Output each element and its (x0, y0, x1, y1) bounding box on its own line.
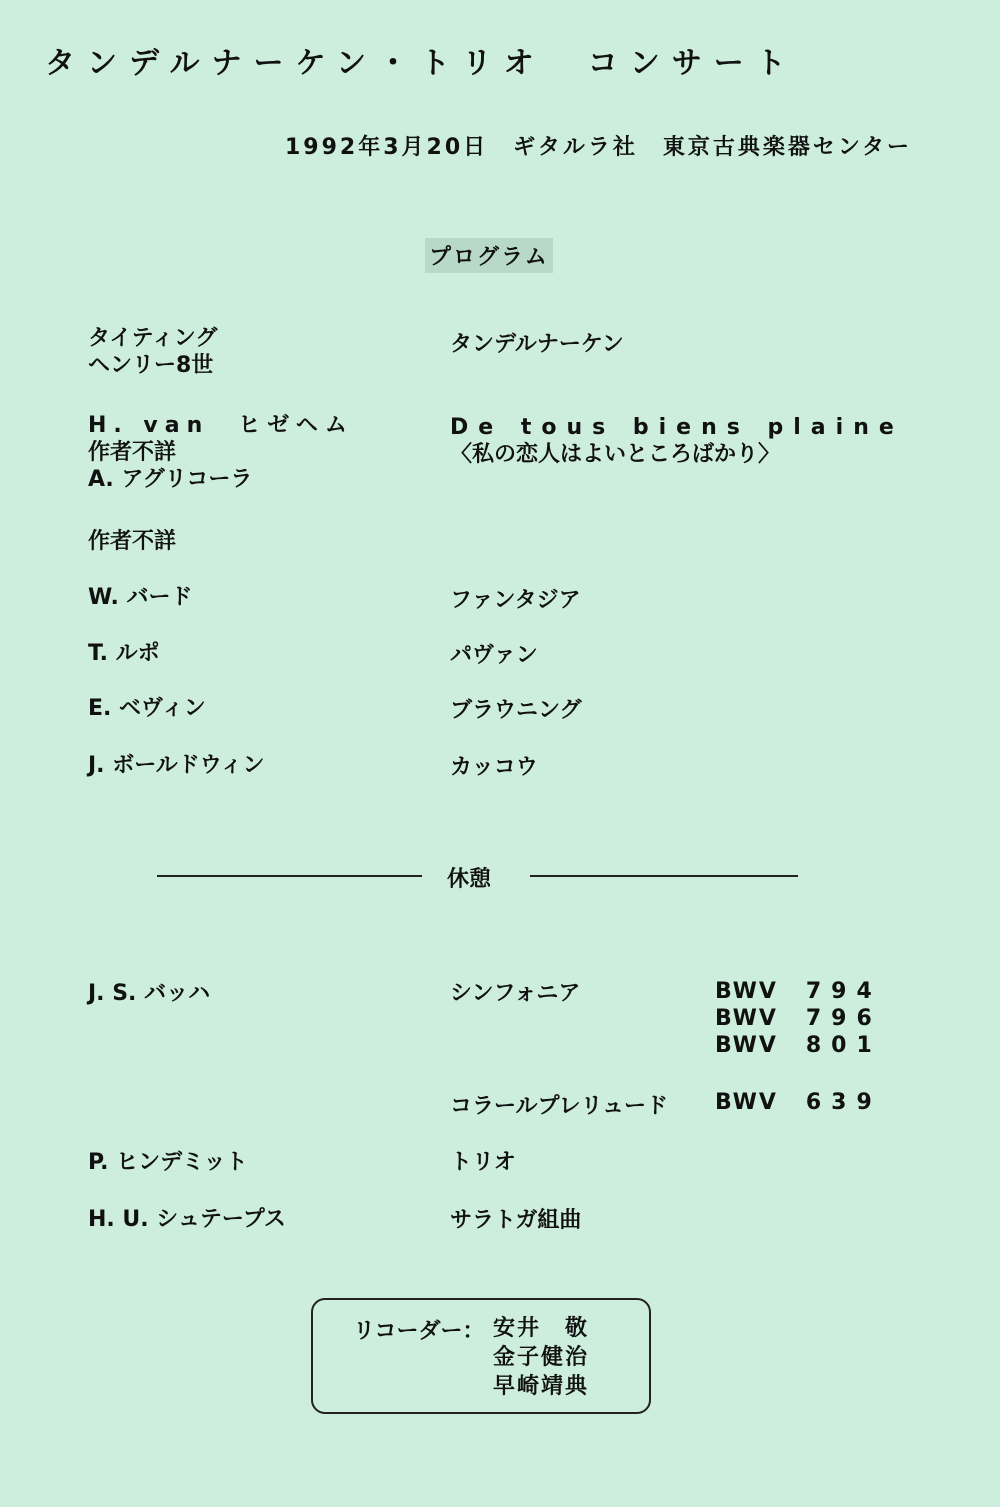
catalog-entry (715, 978, 882, 1005)
piece-subtitle: 〈私の恋人はよいところばかり〉 (450, 442, 781, 467)
performer-names (493, 1314, 589, 1401)
composer-name: ヘンリー8世 (88, 353, 214, 378)
performers-box (311, 1298, 651, 1414)
catalog-entry (715, 1090, 882, 1115)
performer-role: リコーダー： (353, 1319, 485, 1344)
catalog-list (715, 978, 882, 1059)
composer-name: E. ベヴィン (88, 696, 206, 721)
composer-name: H. U. シュテープス (88, 1207, 286, 1232)
composer-entry (88, 325, 217, 379)
piece-title: トリオ (450, 1150, 516, 1175)
piece-title: サラトガ組曲 (450, 1208, 582, 1233)
composer-name: J. S. バッハ (88, 981, 211, 1006)
catalog-number: 801 (805, 1033, 882, 1058)
composer-name: 作者不詳 (88, 529, 177, 554)
composer-name: T. ルポ (88, 641, 160, 666)
piece-title: ファンタジア (450, 588, 581, 613)
divider-right (530, 875, 798, 877)
catalog-label: BWV (715, 1006, 778, 1031)
piece-title: コラールプレリュード (450, 1094, 669, 1119)
composer-name: 作者不詳 (88, 440, 177, 465)
piece-title: De tous biens plaine (450, 415, 904, 440)
performer-name: 安井 敬 (493, 1316, 590, 1341)
composer-name: J. ボールドウィン (88, 753, 265, 778)
composer-name: A. アグリコーラ (88, 467, 253, 492)
composer-name: W. バード (88, 585, 193, 610)
catalog-label: BWV (715, 979, 778, 1004)
piece-title: パヴァン (450, 643, 538, 668)
piece-title: カッコウ (450, 755, 538, 780)
catalog-number: 794 (805, 979, 882, 1004)
composer-entry (88, 412, 354, 493)
catalog-label: BWV (715, 1033, 778, 1058)
catalog-number: 639 (805, 1090, 882, 1115)
catalog-entry (715, 1032, 882, 1059)
divider-left (157, 875, 422, 877)
catalog-number: 796 (805, 1006, 882, 1031)
performer-name: 金子健治 (493, 1345, 590, 1370)
catalog-entry (715, 1005, 882, 1032)
piece-title: シンフォニア (450, 981, 581, 1006)
concert-title: タンデルナーケン・トリオ コンサート (45, 46, 798, 81)
composer-name: タイティング (88, 326, 218, 351)
program-heading: プログラム (425, 238, 553, 273)
composer-name: H. van ヒゼヘム (88, 413, 354, 438)
composer-name: P. ヒンデミット (88, 1150, 248, 1175)
catalog-label: BWV (715, 1090, 778, 1115)
concert-date-venue: 1992年3月20日 ギタルラ社 東京古典楽器センター (285, 135, 913, 160)
piece-title: タンデルナーケン (450, 332, 624, 357)
piece-title: ブラウニング (450, 698, 582, 723)
intermission-label: 休憩 (447, 867, 492, 892)
performer-name: 早崎靖典 (493, 1374, 590, 1399)
piece-entry (450, 414, 904, 468)
